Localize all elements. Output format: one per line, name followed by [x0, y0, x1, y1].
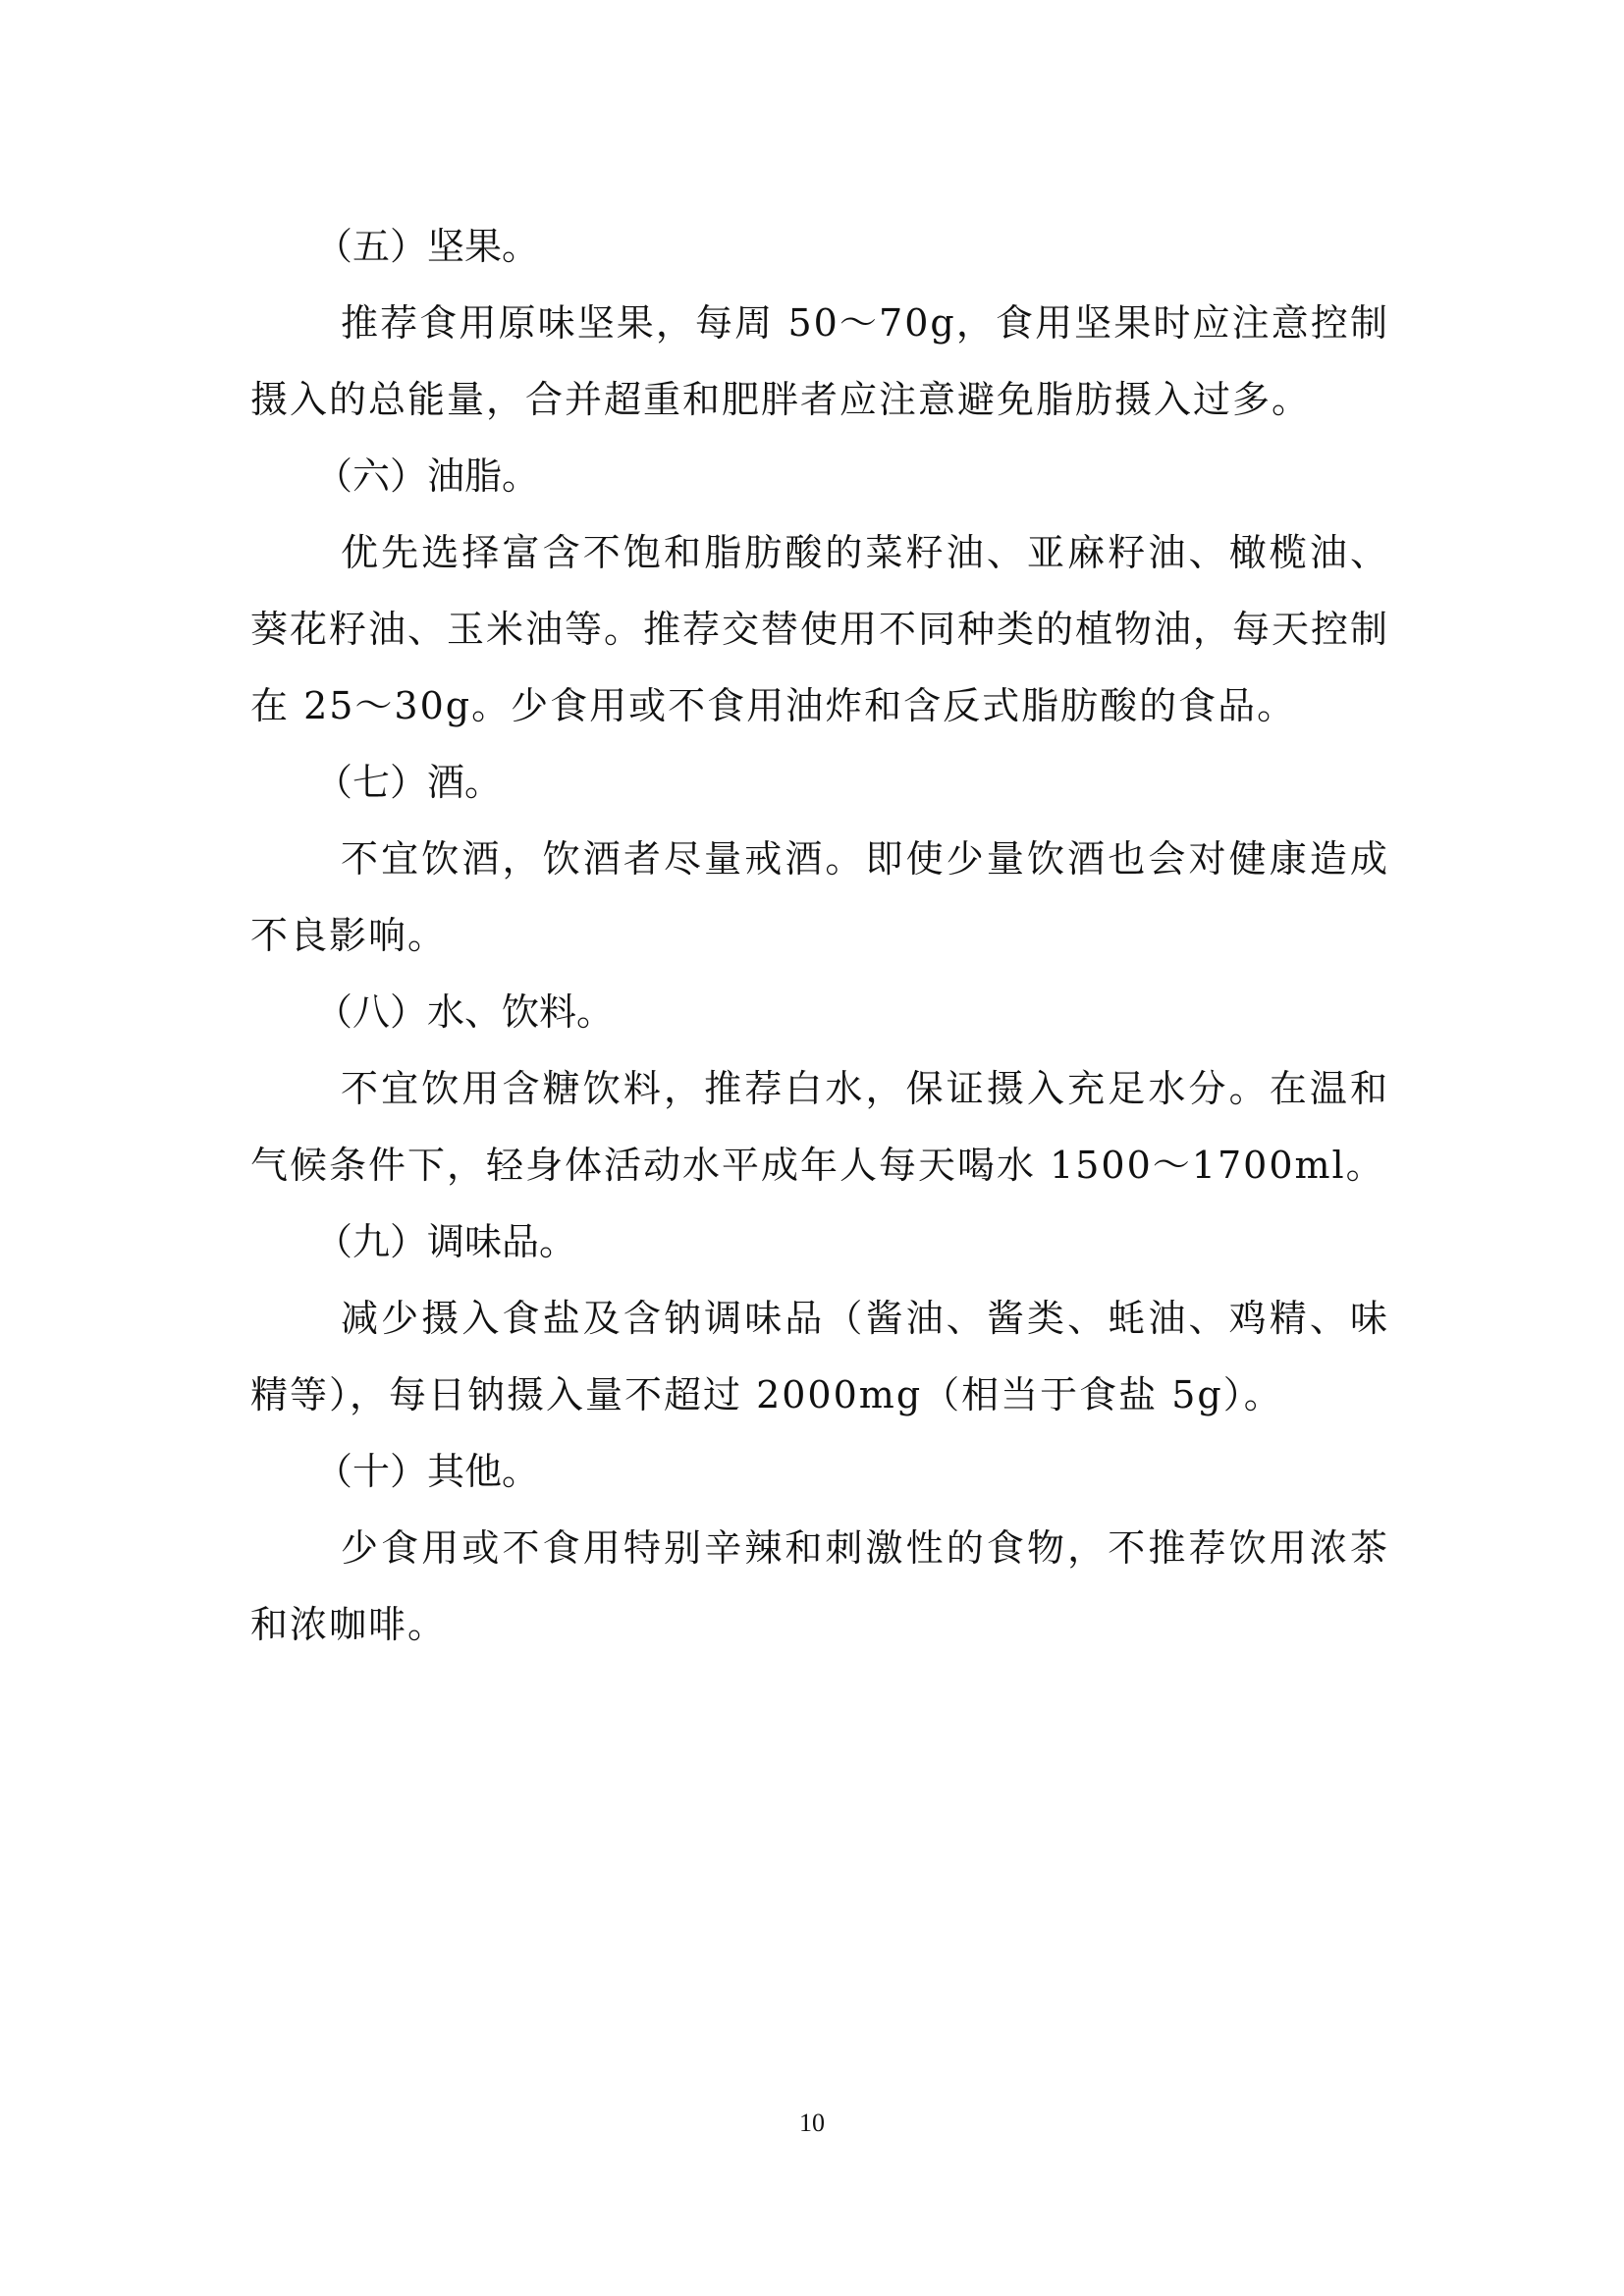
section-heading-nuts: （五）坚果。	[315, 225, 540, 268]
section-paragraph-water: 不宜饮用含糖饮料，推荐白水，保证摄入充足水分。在温和气候条件下，轻身体活动水平成年人每天喝水 1500～1700ml。	[250, 1067, 1389, 1187]
section-paragraph-nuts: 推荐食用原味坚果，每周 50～70g，食用坚果时应注意控制摄入的总能量，合并超重和肥胖者应注意避免脂肪摄入过多。	[250, 301, 1389, 421]
section-paragraph-other: 少食用或不食用特别辛辣和刺激性的食物，不推荐饮用浓茶和浓咖啡。	[250, 1526, 1389, 1646]
section-paragraph-condiments: 减少摄入食盐及含钠调味品（酱油、酱类、蚝油、鸡精、味精等），每日钠摄入量不超过 2000mg（相当于食盐 5g）。	[250, 1297, 1389, 1416]
section-heading-condiments: （九）调味品。	[315, 1220, 577, 1263]
section-paragraph-oils: 优先选择富含不饱和脂肪酸的菜籽油、亚麻籽油、橄榄油、葵花籽油、玉米油等。推荐交替使用不同种类的植物油，每天控制在 25～30g。少食用或不食用油炸和含反式脂肪酸的食品。	[250, 531, 1390, 727]
section-paragraph-alcohol: 不宜饮酒，饮酒者尽量戒酒。即使少量饮酒也会对健康造成不良影响。	[250, 837, 1389, 957]
section-heading-water: （八）水、饮料。	[315, 990, 615, 1034]
document-body	[250, 208, 1389, 1663]
section-heading-other: （十）其他。	[315, 1450, 540, 1493]
section-heading-alcohol: （七）酒。	[315, 761, 503, 804]
section-heading-oils: （六）油脂。	[315, 454, 540, 498]
page-number: 10	[799, 2109, 825, 2137]
